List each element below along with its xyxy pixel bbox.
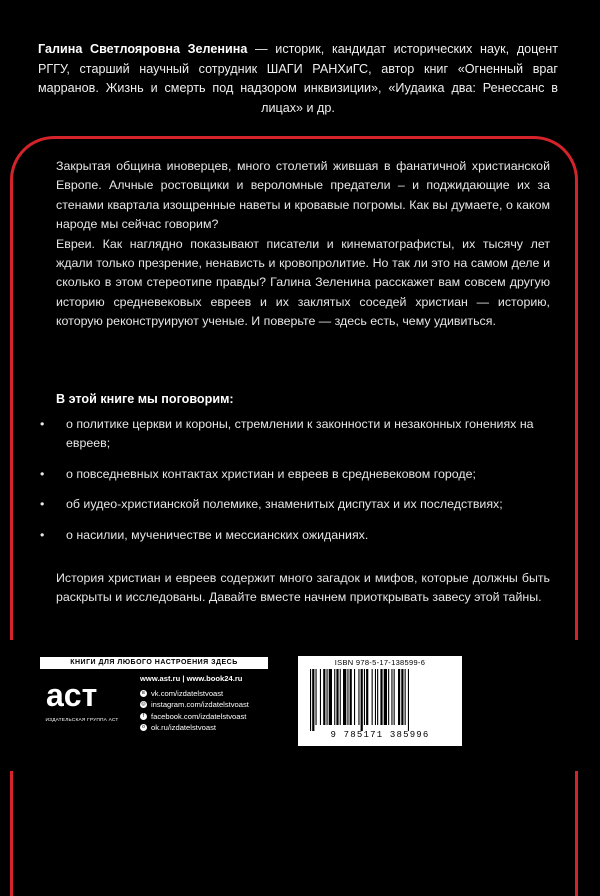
topic-text: об иудео-христианской полемике, знаменитых диспутах и их последствиях; [66,497,503,512]
barcode-bar [347,669,348,725]
barcode-bar [401,669,403,725]
author-name: Галина Светлояровна Зеленина [38,42,248,56]
publisher-tagline: КНИГИ ДЛЯ ЛЮБОГО НАСТРОЕНИЯ ЗДЕСЬ [40,657,268,669]
publisher-caption: ИЗДАТЕЛЬСКАЯ ГРУППА АСТ [45,718,119,723]
barcode-bar [354,669,355,725]
barcode-bar [375,669,376,725]
social-link-text: instagram.com/izdatelstvoast [151,700,249,709]
barcode-bar [364,669,365,725]
isbn-barcode-block [298,656,462,746]
list-item [40,415,550,454]
barcode-bar [361,669,363,731]
barcode-bar [372,669,373,725]
topics-list [40,415,550,556]
barcode-bar [312,669,314,731]
barcode-bar [377,669,378,725]
barcode-bar [391,669,392,725]
facebook-icon: f [140,713,147,720]
barcode-bar [320,669,321,725]
social-link-text: facebook.com/izdatelstvoast [151,711,247,721]
barcode-bar [327,669,328,725]
list-item [40,526,550,545]
barcode-bar [398,669,400,725]
topics-heading: В этой книге мы поговорим: [56,392,234,406]
social-link-facebook[interactable] [140,711,280,723]
barcode-bar [334,669,335,725]
barcode-bar [380,669,382,725]
barcode-bar [394,669,395,725]
publisher-links [140,673,280,734]
isbn-label: ISBN 978-5-17-138599-6 [334,658,426,667]
closing-paragraph: История христиан и евреев содержит много загадок и мифов, которые должны быть раскрыты и исследованы. Давайте вместе начнем приоткрывать завесу этой тайны. [56,571,550,605]
annotation-paragraph-2: Евреи. Как наглядно показывают писатели и кинематографисты, их тысячу лет ждали только презрение, ненависть и кровопролитие. Но так ли это на самом деле и сколько в этом стереотипе правды? Галина Зеленина расскажет вам совсем другую историю средневековых евреев и их заклятых соседей христиан — историю, которую реконструируют ученые. И поверьте — здесь есть, чему удивиться. [56,236,550,329]
annotation-paragraph-1: Закрытая община иноверцев, много столетий жившая в фанатичной христианской Европе. Алчные ростовщики и вероломные предатели – и поджидающие их за стенами квартала изощренные наветы и кровавые погромы. Как вы думаете, о каком народе мы сейчас говорим? [56,159,550,232]
bullet-icon: • [40,497,45,512]
barcode-bar [310,669,311,731]
barcode-bar [388,669,389,725]
topic-text: о политике церкви и короны, стремлении к законности и незаконных гонениях на евреев; [66,417,534,451]
bullet-icon: • [40,466,45,481]
list-item [40,465,550,484]
barcode-bar [405,669,406,725]
website-links[interactable]: www.ast.ru | www.book24.ru [140,674,243,683]
barcode-bar [350,669,352,725]
barcode-bar [336,669,338,725]
logo-text: аст [46,677,98,712]
annotation-text [56,157,550,332]
bullet-icon: • [40,417,45,431]
social-link-text: ok.ru/izdatelstvoast [151,723,216,732]
barcode-bar [384,669,387,725]
list-item [40,495,550,514]
barcode-bar [340,669,341,725]
topic-text: о насилии, мученичестве и мессианских ожиданиях. [66,527,369,542]
barcode-digits: 9 785171 385996 [330,730,430,740]
barcode-bar [366,669,368,725]
instagram-icon: ◎ [141,701,146,708]
barcode-bar [316,669,317,725]
social-link-text: vk.com/izdatelstvoast [151,688,224,698]
barcode-icon [306,669,454,731]
ast-logo-icon [42,676,120,712]
barcode-bar [358,669,359,725]
social-link-ok[interactable] [140,722,280,734]
social-link-vk[interactable] [140,688,280,700]
barcode-bar [408,669,409,731]
author-bio [38,40,558,118]
vk-icon: в [140,690,147,697]
topic-text: о повседневных контактах христиан и евреев в средневековом городе; [66,466,476,481]
bullet-icon: • [40,527,45,542]
author-description: — историк, кандидат исторических наук, доцент РГГУ, старший научный сотрудник ШАГИ РАНХиГС, автор книг «Огненный враг марранов. Жизнь и смерть под надзором инквизиции», «Иудаика два: Ренессанс в лицах» и др. [38,42,558,115]
barcode-bar [343,669,346,725]
ok-icon: о [140,724,147,731]
social-link-instagram[interactable] [140,699,280,711]
barcode-bar [329,669,332,725]
barcode-bar [323,669,325,725]
